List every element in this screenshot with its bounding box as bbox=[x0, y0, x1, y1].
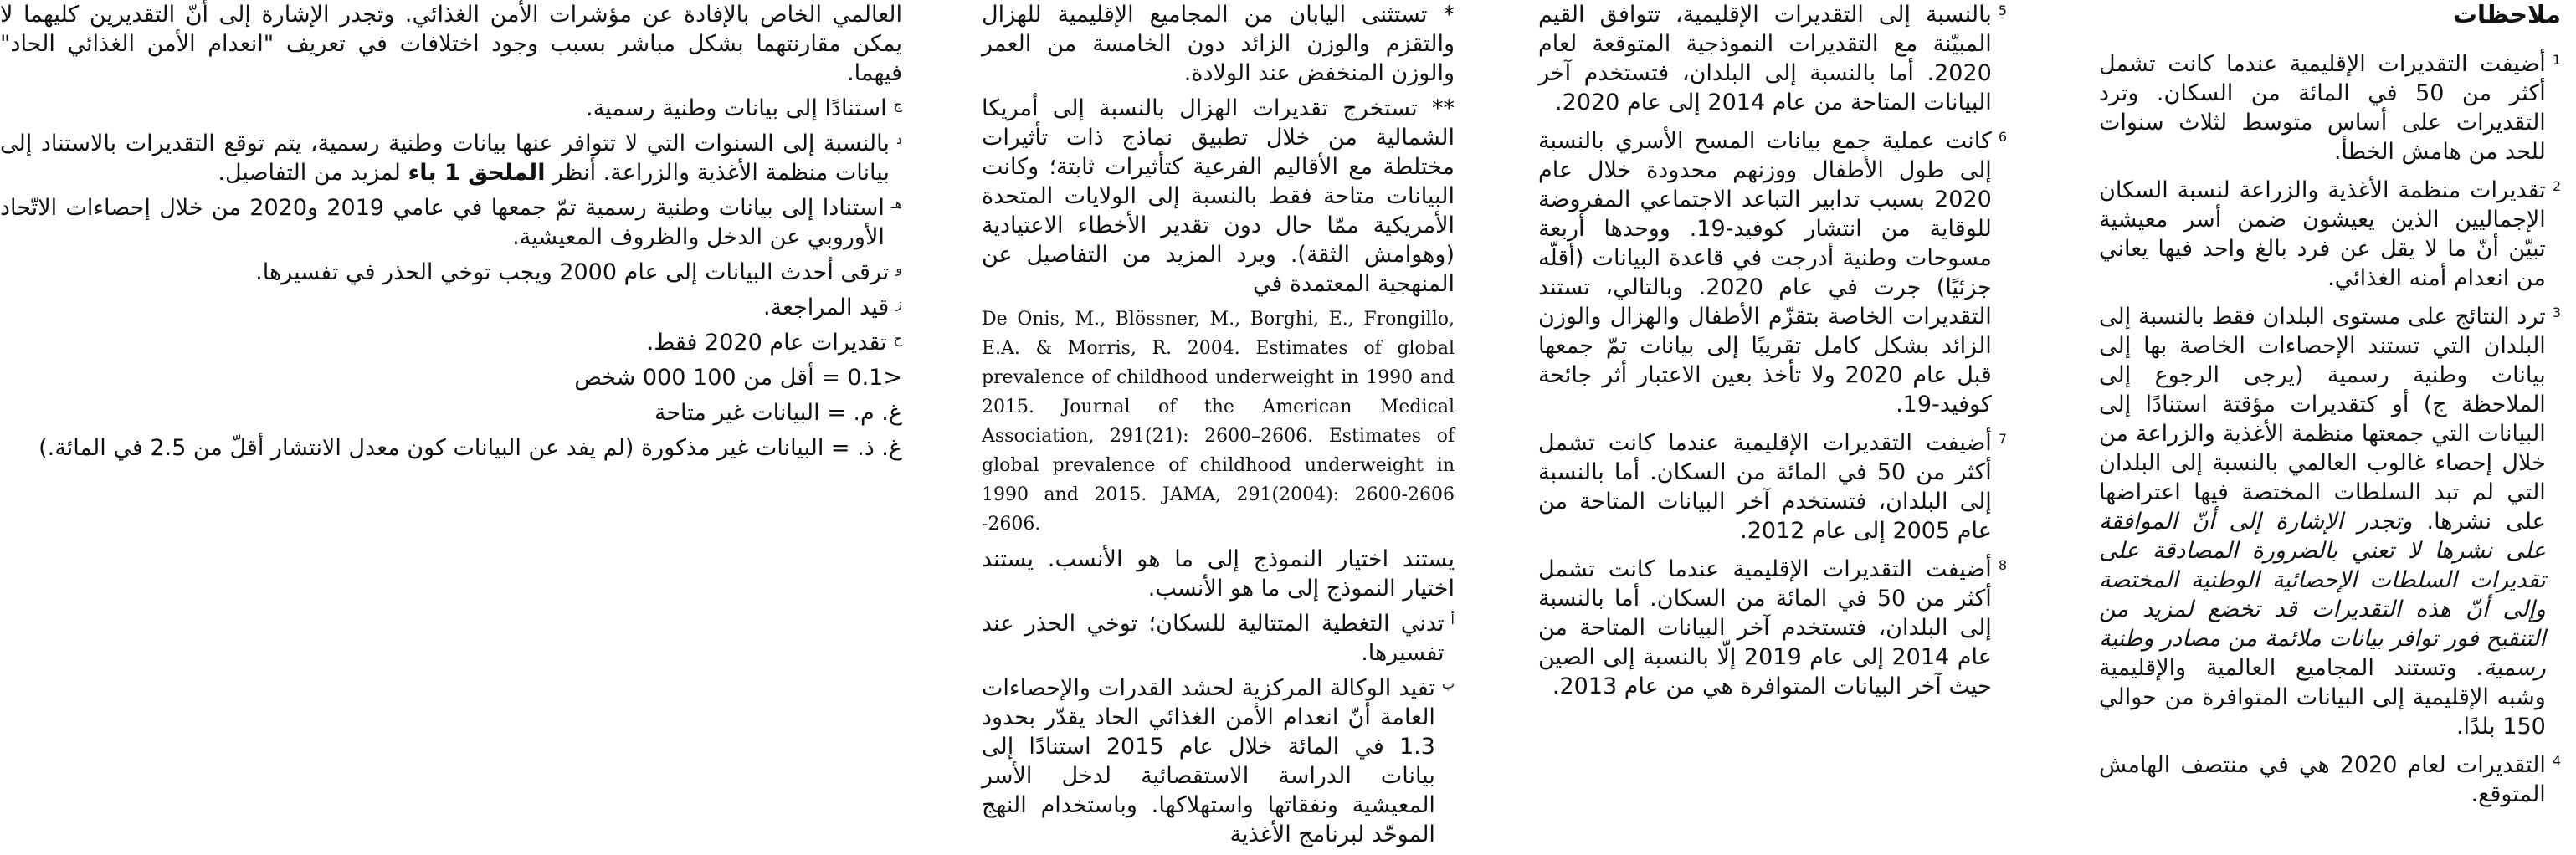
footnote-marker: 5 bbox=[1998, 3, 2007, 18]
footnote-marker: د bbox=[895, 131, 902, 147]
footnote-1 bbox=[2099, 49, 2561, 176]
notes-column-3 bbox=[982, 0, 1455, 847]
footnote-4 bbox=[2099, 750, 2561, 818]
footnote-ha2 bbox=[0, 328, 902, 363]
notes-title: ملاحظات bbox=[2452, 0, 2561, 28]
note-asterisk: * تستثنى اليابان من المجاميع الإقليمية للهزال والتقزم والوزن الزائد دون الخامسة من العمر والوزن المنخفض عند الولادة. bbox=[982, 2, 1455, 86]
footnote-ha bbox=[0, 193, 902, 258]
annex-reference: الملحق 1 باء bbox=[408, 160, 546, 186]
model-note: يستند اختيار النموذج إلى ما هو الأنسب. يستند اختيار النموذج إلى ما هو الأنسب. bbox=[982, 546, 1455, 602]
footnote-text: تقديرات منظمة الأغذية والزراعة لنسبة السكان الإجماليين الذين يعيشون ضمن أسر معيشية تبيّن أنّ ما لا يقل عن فرد بالغ واحد فيها يعاني من انعدام أمنه الغذائي. bbox=[2099, 177, 2546, 291]
note-double-asterisk: ** تستخرج تقديرات الهزال بالنسبة إلى أمريكا الشمالية من خلال تطبيق نماذج ذات تأثيرات مختلطة مع الأقاليم الفرعية كتأثيرات ثابتة؛ وكانت البيانات متاحة فقط بالنسبة إلى الولايات المتحدة الأمريكية ممّا حال دون تقدير الأخطاء الاعتيادية (وهوامش الثقة). ويرد المزيد من التفاصيل عن المنهجية المعتمدة في bbox=[982, 95, 1455, 297]
footnote-text: كانت عملية جمع بيانات المسح الأسري بالنسبة إلى طول الأطفال ووزنهم محدودة خلال عام 2020 بسبب تدابير التباعد الاجتماعي المفروضة للوقاية من انتشار كوفيد-19. ووحدها أربعة مسوحات وطنية أدرجت في قاعدة البيانات (أقلّه جزئيًا) جرت في عام 2020. وبالتالي، تستند التقديرات الخاصة بتقزّم الأطفال والهزال والوزن الزائد بشكل كامل تقريبًا إلى بيانات تمّ جمعها قبل عام 2020 ولا تأخذ بعين الاعتبار أثر جائحة كوفيد-19. bbox=[1538, 128, 1992, 417]
footnote-marker: و bbox=[895, 260, 902, 276]
legend-not-available: غ. م. = البيانات غير متاحة bbox=[654, 400, 902, 426]
continued-note: العالمي الخاص بالإفادة عن مؤشرات الأمن الغذائي. وتجدر الإشارة إلى أنّ التقديرين كليهما لا يمكن مقارنتهما بشكل مباشر بسبب وجود اختلافات في تعريف "انعدام الأمن الغذائي الحاد" فيهما. bbox=[0, 2, 902, 86]
footnote-dal-tail: لمزيد من التفاصيل. bbox=[218, 160, 408, 186]
footnote-text: تقديرات عام 2020 فقط. bbox=[646, 330, 887, 356]
footnote-jim bbox=[0, 94, 902, 129]
legend-less-than: <0.1 = أقل من 100 000 شخص bbox=[574, 365, 902, 391]
footnote-marker: 8 bbox=[1998, 557, 2007, 573]
footnote-marker: أ bbox=[1450, 612, 1455, 627]
citation-reference: De Onis, M., Blössner, M., Borghi, E., Frongillo, E.A. & Morris, R. 2004. Estimates of global prevalence of childhood underweight in 1990 and 2015. Journal of the American Medical Association, 291(21): 2600–2606. Estimates of global prevalence of childhood underweight in 1990 and 2015. JAMA, 291(2004): 2600-2606 -2606. bbox=[982, 309, 1455, 535]
footnote-marker: هـ bbox=[890, 196, 902, 212]
footnote-3-part-b: وتجدر الإشارة إلى أنّ الموافقة على نشرها لا تعني بالضرورة المصادقة على تقديرات السلطات الإحصائية الوطنية المختصة وإلى أنّ هذه التقديرات قد تخضع لمزيد من التنقيح فور توافر بيانات ملائمة من مصادر وطنية رسمية. bbox=[2099, 509, 2546, 681]
footnote-text: استنادًا إلى بيانات وطنية رسمية. bbox=[586, 95, 887, 121]
footnote-waw bbox=[0, 258, 902, 293]
notes-column-2 bbox=[1538, 0, 2007, 765]
footnote-text: بالنسبة إلى التقديرات الإقليمية، تتوافق القيم المبيّنة مع التقديرات النموذجية المتوقعة لعام 2020. أما بالنسبة إلى البلدان، فتستخدم آخر البيانات المتاحة من عام 2014 إلى عام 2020. bbox=[1538, 2, 1992, 115]
footnote-marker: 7 bbox=[1998, 431, 2007, 447]
footnote-marker: 6 bbox=[1998, 129, 2007, 145]
footnote-dal bbox=[0, 129, 902, 193]
footnote-marker: ج bbox=[893, 96, 902, 112]
footnote-marker: 4 bbox=[2552, 753, 2561, 769]
footnote-3-part-c: وتستند المجاميع العالمية والإقليمية وشبه الإقليمية إلى البيانات المتوافرة من حوالي 150 بلدًا. bbox=[2099, 655, 2546, 740]
footnote-zay bbox=[0, 293, 902, 328]
footnote-marker: 1 bbox=[2552, 52, 2561, 68]
footnote-text: أضيفت التقديرات الإقليمية عندما كانت تشمل أكثر من 50 في المائة من السكان. أما بالنسبة إلى البلدان، فتستخدم آخر البيانات المتاحة من عام 2014 إلى عام 2019 إلّا بالنسبة إلى الصين حيث آخر البيانات المتوافرة هي من عام 2013. bbox=[1538, 556, 1992, 699]
footnote-marker: 2 bbox=[2552, 178, 2561, 194]
footnote-text: قيد المراجعة. bbox=[762, 294, 890, 320]
footnote-3 bbox=[2099, 302, 2561, 750]
footnote-5 bbox=[1538, 0, 2007, 126]
footnote-marker: 3 bbox=[2552, 305, 2561, 320]
footnote-marker: ز bbox=[895, 295, 902, 311]
notes-column-1 bbox=[2099, 0, 2561, 807]
footnote-text: استنادا إلى بيانات وطنية رسمية تمّ جمعها في عامي 2019 و2020 من خلال إحصاءات الاتّحاد الأوروبي عن الدخل والظروف المعيشية. bbox=[0, 195, 885, 250]
notes-column-4 bbox=[0, 0, 902, 765]
footnote-text: أضيفت التقديرات الإقليمية عندما كانت تشمل أكثر من 50 في المائة من السكان. أما بالنسبة إلى البلدان، فتستخدم آخر البيانات المتاحة من عام 2005 إلى عام 2012. bbox=[1538, 430, 1992, 544]
footnote-marker: ب bbox=[1441, 676, 1455, 692]
footnote-text: التقديرات لعام 2020 هي في منتصف الهامش المتوقع. bbox=[2099, 752, 2546, 807]
footnote-text: أضيفت التقديرات الإقليمية عندما كانت تشمل أكثر من 50 في المائة من السكان. وترد التقديرات على أساس متوسط لثلاث سنوات للحد من هامش الخطأ. bbox=[2099, 51, 2546, 165]
footnote-text bbox=[0, 129, 890, 187]
footnote-marker: ح bbox=[893, 330, 902, 346]
footnote-ba bbox=[982, 673, 1455, 855]
footnote-6 bbox=[1538, 126, 2007, 428]
footnote-2 bbox=[2099, 176, 2561, 302]
footnote-text: تفيد الوكالة المركزية لحشد القدرات والإحصاءات العامة أنّ انعدام الأمن الغذائي الحاد يقدّر بحدود 1.3 في المائة خلال عام 2015 استنادًا إلى بيانات الدراسة الاستقصائية لدخل الأسر المعيشية ونفقاتها واستهلاكها. وباستخدام النهج الموحّد لبرنامج الأغذية bbox=[982, 675, 1435, 847]
footnote-text: ترقى أحدث البيانات إلى عام 2000 ويجب توخي الحذر في تفسيرها. bbox=[255, 259, 890, 285]
column-4-inner bbox=[0, 0, 902, 463]
footnote-3-part-a: ترد النتائج على مستوى البلدان فقط بالنسبة إلى البلدان التي تستند الإحصاءات الخاصة بها إلى بيانات وطنية رسمية (يرجى الرجوع إلى الملاحظة ج) أو كتقديرات مؤقتة استنادًا إلى البيانات التي جمعتها منظمة الأغذية والزراعة من خلال إحصاء غالوب العالمي بالنسبة إلى البلدان التي لم تبد السلطات المختصة فيها اعتراضها على نشرها. bbox=[2099, 304, 2546, 535]
footnote-8 bbox=[1538, 555, 2007, 710]
footnote-7 bbox=[1538, 428, 2007, 555]
footnote-alif bbox=[982, 609, 1455, 673]
footnote-text: تدني التغطية المتتالية للسكان؛ توخي الحذر عند تفسيرها. bbox=[982, 611, 1445, 666]
footnote-text bbox=[2099, 302, 2546, 741]
legend-not-reported: غ. ذ. = البيانات غير مذكورة (لم يفد عن البيانات كون معدل الانتشار أقلّ من 2.5 في المائة.) bbox=[38, 435, 902, 461]
footnote-dal-text: بالنسبة إلى السنوات التي لا تتوافر عنها بيانات وطنية رسمية، يتم توقع التقديرات بالاستناد إلى بيانات منظمة الأغذية والزراعة. أنظر bbox=[0, 131, 890, 186]
